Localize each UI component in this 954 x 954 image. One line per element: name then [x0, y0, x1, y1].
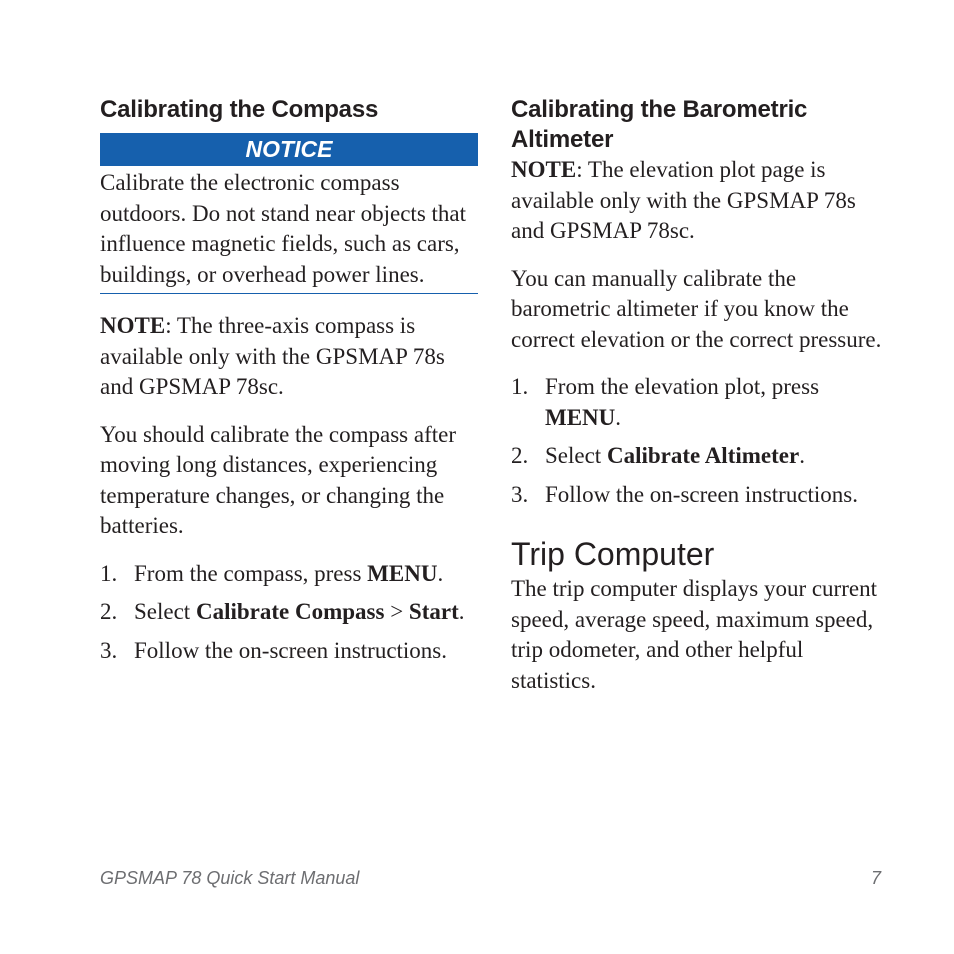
step-text: Select [545, 443, 607, 468]
list-item [511, 480, 891, 511]
footer-page-number: 7 [871, 868, 882, 888]
altimeter-note [511, 155, 891, 247]
note-label: NOTE [511, 157, 577, 182]
list-item [100, 597, 478, 628]
step-text: From the compass, press [134, 560, 368, 586]
list-item [511, 372, 891, 433]
compass-steps-list [100, 559, 478, 667]
step-bold: Start [408, 599, 459, 624]
section-heading-trip-computer: Trip Computer [511, 536, 715, 572]
notice-banner: NOTICE [100, 133, 478, 166]
left-column [100, 95, 478, 674]
altimeter-steps-list [511, 372, 891, 510]
step-text: . [437, 560, 444, 586]
note-text: : The elevation plot page is available only with the GPSMAP 78s and GPSMAP 78sc. [511, 157, 856, 243]
step-bold: Calibrate Compass [195, 599, 385, 624]
note-text: : The three-axis compass is available only with the GPSMAP 78s and GPSMAP 78sc. [100, 313, 445, 399]
step-number: 2. [511, 443, 529, 468]
list-item [100, 559, 478, 590]
step-number: 3. [511, 481, 529, 507]
step-bold: Calibrate Altimeter [606, 443, 800, 468]
compass-paragraph: You should calibrate the compass after moving long distances, experiencing temperature changes, or changing the batteries. [100, 421, 456, 538]
section-heading-calibrating-altimeter: Calibrating the Barometric Altimeter [511, 96, 808, 153]
trip-computer-paragraph: The trip computer displays your current speed, average speed, maximum speed, trip odometer, and other helpful statistics. [511, 576, 877, 693]
step-text: Select [134, 599, 196, 624]
step-text: . [615, 404, 622, 430]
list-item [511, 441, 891, 472]
section-heading-calibrating-compass: Calibrating the Compass [100, 96, 379, 123]
step-number: 2. [100, 599, 118, 624]
step-text: > [384, 599, 409, 624]
step-bold: MENU [367, 560, 438, 586]
note-label: NOTE [100, 313, 166, 338]
footer-manual-title: GPSMAP 78 Quick Start Manual [100, 868, 360, 888]
step-number: 1. [511, 374, 529, 399]
step-number: 3. [100, 637, 118, 663]
list-item [100, 636, 478, 667]
step-bold: MENU [545, 404, 616, 430]
notice-text: Calibrate the electronic compass outdoors. Do not stand near objects that influence magnetic fields, such as cars, buildings, or overhead power lines. [100, 166, 478, 294]
step-text: Follow the on-screen instructions. [134, 637, 448, 663]
step-text: Follow the on-screen instructions. [545, 481, 859, 507]
step-text: From the elevation plot, press [545, 374, 820, 399]
compass-note [100, 311, 478, 403]
step-text: . [458, 599, 465, 624]
step-text: . [799, 443, 805, 468]
right-column [511, 95, 891, 696]
altimeter-paragraph: You can manually calibrate the barometric altimeter if you know the correct elevation or the correct pressure. [511, 265, 882, 352]
step-number: 1. [100, 560, 118, 586]
